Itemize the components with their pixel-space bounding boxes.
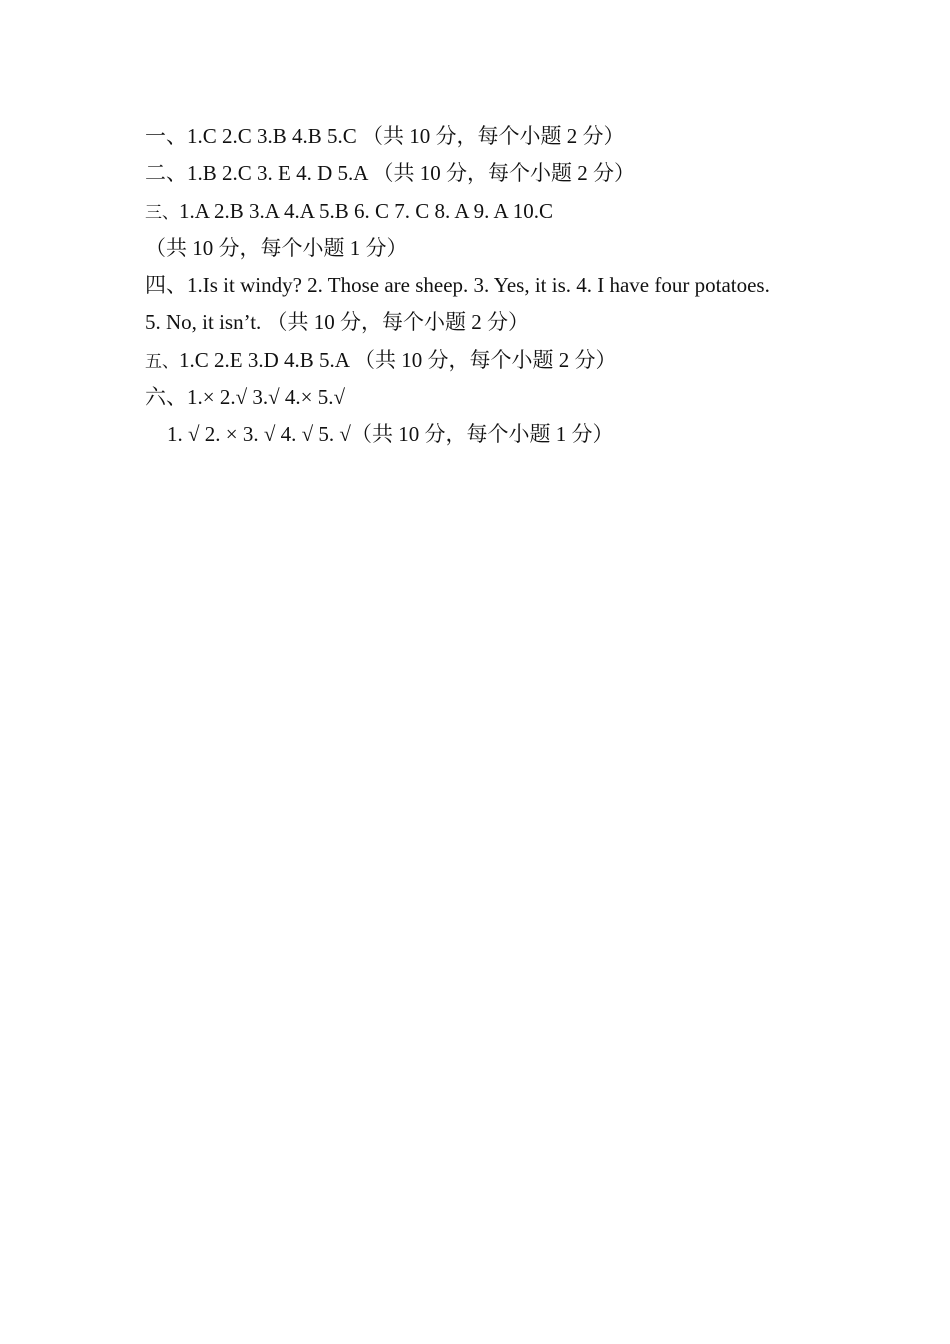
answer-line-section-4: 四、1.Is it windy? 2. Those are sheep. 3. Yes, it is. 4. I have four potatoes. — [145, 273, 770, 298]
answer-line-section-3 — [145, 193, 845, 230]
answer-line-section-4-continued: 5. No, it isn’t. （共 10 分，每个小题 2 分） — [145, 310, 530, 335]
answer-line-section-2: 二、1.B 2.C 3. E 4. D 5.A （共 10 分，每个小题 2 分） — [145, 161, 636, 186]
answer-line-section-1: 一、1.C 2.C 3.B 4.B 5.C （共 10 分，每个小题 2 分） — [145, 124, 625, 148]
section-5-answers: 1.C 2.E 3.D 4.B 5.A （共 10 分，每个小题 2 分） — [179, 347, 617, 372]
answer-line-section-3-score: （共 10 分，每个小题 1 分） — [145, 235, 408, 260]
answer-key — [145, 118, 845, 454]
answer-line-section-6: 六、1.× 2.√ 3.√ 4.× 5.√ — [145, 385, 346, 410]
section-3-answers: 1.A 2.B 3.A 4.A 5.B 6. C 7. C 8. A 9. A 10.C — [179, 198, 554, 223]
section-5-label: 五、 — [145, 351, 179, 371]
answer-line-section-6-part-2: 1. √ 2. × 3. √ 4. √ 5. √（共 10 分，每个小题 1 分） — [167, 422, 614, 447]
section-3-label: 三、 — [145, 202, 179, 222]
answer-line-section-5 — [145, 342, 845, 379]
